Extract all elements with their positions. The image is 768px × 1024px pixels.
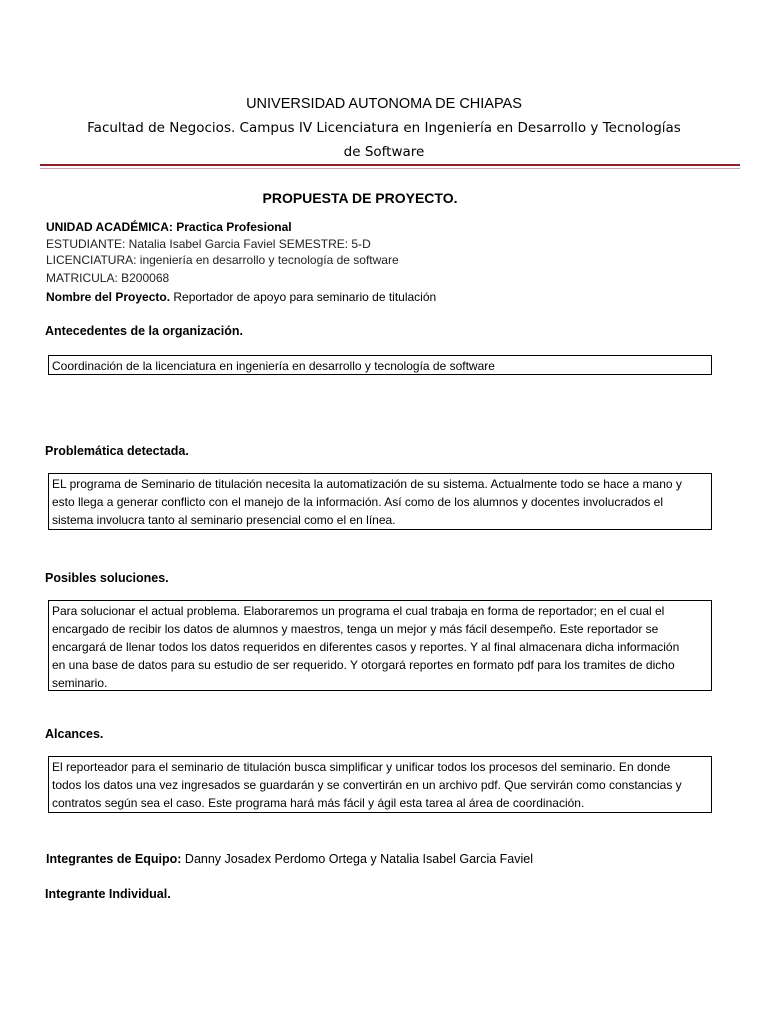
soluciones-line: seminario.	[52, 676, 108, 690]
integrantes-value: Danny Josadex Perdomo Ortega y Natalia Isabel Garcia Faviel	[181, 852, 533, 866]
header-rule-thin	[40, 168, 740, 169]
alcances-box	[48, 756, 712, 813]
document-title: PROPUESTA DE PROYECTO.	[262, 190, 458, 206]
header-rule	[40, 164, 740, 166]
integrantes-label: Integrantes de Equipo:	[46, 852, 182, 866]
soluciones-line: en una base de datos para su estudio de ser requerido. Y otorgará reportes en formato pdf para los tramites de dicho	[52, 658, 675, 672]
problematica-box	[48, 473, 712, 530]
integrantes-line	[46, 852, 533, 866]
faculty-line-2: de Software	[343, 144, 425, 160]
antecedentes-line: Coordinación de la licenciatura en ingeniería en desarrollo y tecnología de software	[52, 359, 495, 373]
problematica-line: EL programa de Seminario de titulación necesita la automatización de su sistema. Actualmente todo se hace a mano y	[52, 477, 682, 491]
soluciones-line: encargará de llenar todos los datos requeridos en diferentes casos y reportes. Y al final almacenara dicha información	[52, 640, 680, 654]
alcances-heading: Alcances.	[45, 727, 104, 741]
university-name: UNIVERSIDAD AUTONOMA DE CHIAPAS	[246, 96, 522, 112]
problematica-line: esto llega a generar conflicto con el manejo de la información. Así como de los alumnos y docentes involucrados el	[52, 495, 664, 509]
alcances-line: contratos según sea el caso. Este programa hará más fácil y ágil esta tarea al área de coordinación.	[52, 796, 585, 810]
matricula-line: MATRICULA: B200068	[46, 271, 170, 285]
soluciones-line: Para solucionar el actual problema. Elaboraremos un programa el cual trabaja en forma de reportador; en el cual el	[52, 604, 665, 618]
estudiante-line: ESTUDIANTE: Natalia Isabel Garcia Faviel SEMESTRE: 5-D	[46, 237, 371, 251]
unidad-label: UNIDAD ACADÉMICA:	[46, 220, 173, 234]
alcances-line: todos los datos una vez ingresados se guardarán y se convertirán en un archivo pdf. Que servirán como constancias y	[52, 778, 682, 792]
antecedentes-heading: Antecedentes de la organización.	[45, 324, 243, 338]
soluciones-heading: Posibles soluciones.	[45, 571, 169, 585]
alcances-line: El reporteador para el seminario de titulación busca simplificar y unificar todos los procesos del seminario. En donde	[52, 760, 671, 774]
proyecto-line	[46, 290, 436, 304]
integrante-individual: Integrante Individual.	[45, 887, 171, 901]
problematica-line: sistema involucra tanto al seminario presencial como el en línea.	[52, 513, 396, 527]
soluciones-line: encargado de recibir los datos de alumnos y maestros, tenga un mejor y más fácil desempeño. Este reportador se	[52, 622, 659, 636]
proyecto-label: Nombre del Proyecto.	[46, 290, 171, 304]
soluciones-box	[48, 600, 712, 691]
proyecto-value: Reportador de apoyo para seminario de titulación	[170, 290, 437, 304]
unidad-value: Practica Profesional	[172, 220, 292, 234]
unidad-line	[46, 220, 292, 234]
licenciatura-line: LICENCIATURA: ingeniería en desarrollo y tecnología de software	[46, 253, 399, 267]
antecedentes-box	[48, 355, 712, 375]
faculty-line: Facultad de Negocios. Campus IV Licenciatura en Ingeniería en Desarrollo y Tecnologías	[87, 120, 681, 136]
problematica-heading: Problemática detectada.	[45, 444, 189, 458]
